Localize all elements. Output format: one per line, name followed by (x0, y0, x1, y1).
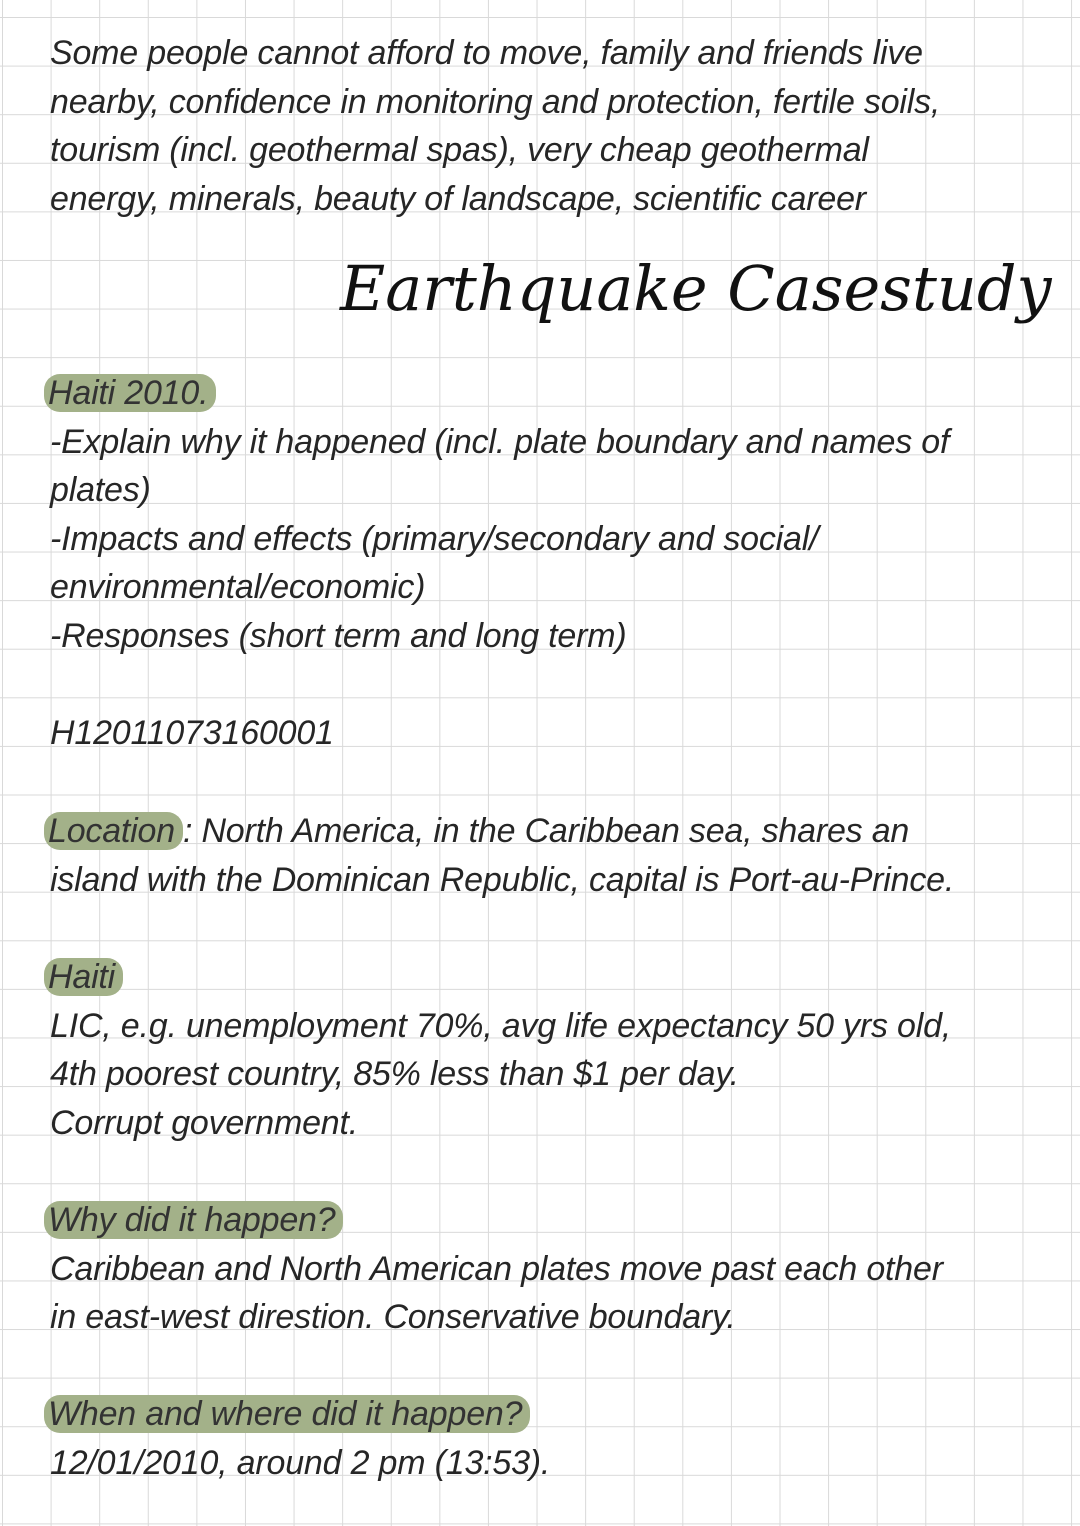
haiti-2010-heading: Haiti 2010. (44, 374, 216, 412)
code-text: H12011073160001 (50, 714, 334, 752)
intro-paragraph (50, 29, 940, 223)
haiti-government-line: Corrupt government. (50, 1103, 359, 1142)
task-impacts: -Impacts and effects (primary/secondary and social/ environmental/economic) (50, 519, 819, 607)
why-text: Caribbean and North American plates move past each other in east-west direstion. Conservative boundary. (50, 1249, 943, 1337)
when-section (50, 1390, 550, 1487)
haiti-2010-section (50, 369, 949, 661)
title-text: Earthquake Casestudy (340, 252, 1052, 325)
when-heading: When and where did it happen? (44, 1395, 530, 1433)
task-responses: -Responses (short term and long term) (50, 616, 627, 655)
haiti-facts-section (50, 953, 951, 1147)
handwritten-title (330, 238, 1052, 358)
location-section (50, 807, 954, 904)
code-line (50, 709, 334, 758)
intro-text: Some people cannot afford to move, family and friends live nearby, confidence in monitoring and protection, fertile soils, tourism (incl. geothermal spas), very cheap geothermal energy, minerals, beauty of landscape, scientific career (50, 34, 941, 218)
why-section (50, 1196, 943, 1342)
haiti-facts-line: LIC, e.g. unemployment 70%, avg life expectancy 50 yrs old, 4th poorest country, 85% less than $1 per day. (50, 1006, 952, 1094)
location-label: Location (44, 812, 183, 850)
why-heading: Why did it happen? (44, 1201, 343, 1239)
when-text: 12/01/2010, around 2 pm (13:53). (50, 1443, 551, 1482)
location-text: : North America, in the Caribbean sea, shares an island with the Dominican Republic, capital is Port-au-Prince. (50, 812, 955, 899)
haiti-heading: Haiti (44, 958, 123, 996)
task-explain: -Explain why it happened (incl. plate boundary and names of plates) (50, 422, 950, 510)
